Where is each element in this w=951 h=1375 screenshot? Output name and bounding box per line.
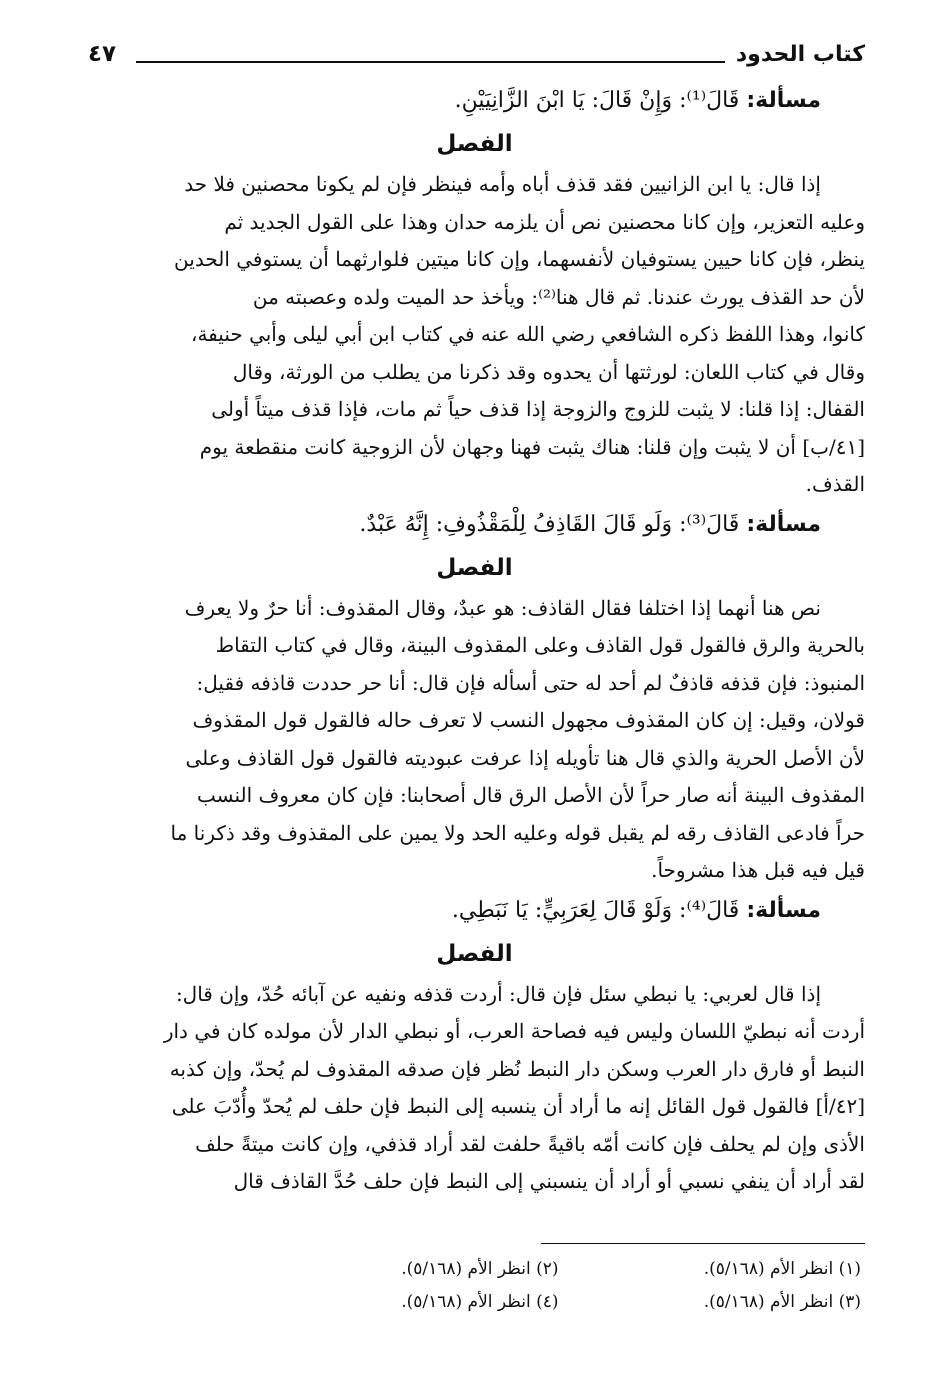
text-line: ينظر، فإن كانا حيين يستوفيان لأنفسهما، وإن كانا ميتين فلوارثهما أن يستوفي الحدين (174, 247, 865, 271)
masala-label: مسألة: (746, 897, 821, 923)
paragraph (84, 976, 865, 1201)
text-line: قولان، وقيل: إن كان المقذوف مجهول النسب لا تعرف حاله فالقول قول المقذوف (192, 708, 865, 732)
paragraph (84, 590, 865, 890)
masala-line (84, 80, 865, 122)
text-line: أردت أنه نبطيّ اللسان وليس فيه فصاحة العرب، أو نبطي الدار لأن مولده كان في دار (163, 1019, 865, 1043)
text-line: إذا قال: يا ابن الزانيين فقد قذف أباه وأمه فينظر فإن لم يكونا محصنين فلا حد (184, 172, 821, 196)
masala-label: مسألة: (746, 88, 821, 113)
masala-label: مسألة: (746, 511, 821, 537)
text-line: وقال في كتاب اللعان: لورثتها أن يحدوه وقد ذكرنا من يطلب من الورثة، وقال (232, 359, 865, 384)
text-line: النبط أو فارق دار العرب وسكن دار النبط نُظر فإن صدقه المقذوف لم يُحدّ، وإن كذبه (169, 1056, 865, 1081)
section-heading: الفصل (436, 940, 513, 967)
masala-line (84, 890, 865, 932)
text-line: القفال: إذا قلنا: لا يثبت للزوج والزوجة إذا قذف حياً ثم مات، فإذا قذف ميتاً أولى (211, 397, 865, 421)
footnote-rule (541, 1243, 865, 1244)
text-line: نص هنا أنهما إذا اختلفا فقال القاذف: هو عبدٌ، وقال المقذوف: أنا حرٌ ولا يعرف (184, 595, 821, 620)
footnote: (٤) انظر الأم (٥/١٦٨). (401, 1292, 559, 1312)
footnote: (٢) انظر الأم (٥/١٦٨). (401, 1259, 559, 1279)
text-line: وعليه التعزير، وإن كانا محصنين نص أن يلزمه حدان وهذا على القول الجديد ثم (224, 209, 865, 234)
masala-text: قَالَ⁽⁴⁾: وَلَوْ قَالَ لِعَرَبِيٍّ: يَا نَبَطِي. (451, 897, 740, 923)
text-line: لأن حد القذف يورث عندنا. ثم قال هنا⁽²⁾: ويأخذ حد الميت ولده وعصبته من (252, 284, 865, 309)
paragraph (84, 166, 865, 504)
running-header-title: كتاب الحدود (735, 42, 865, 67)
text-line: المقذوف البينة أنه صار حراً لأن الأصل الرق قال أصحابنا: فإن كان معروف النسب (196, 783, 865, 807)
text-line: قيل فيه قبل هذا مشروحاً. (651, 858, 865, 882)
text-line: حراً فادعى القاذف رقه لم يقبل قوله وعليه الحد ولا يمين على المقذوف وقد ذكرنا ما (170, 820, 865, 845)
page-number: ٤٧ (88, 41, 117, 67)
main-text (84, 80, 865, 1201)
text-line: بالحرية والرق فالقول قول القاذف وعلى المقذوف البينة، وقال في كتاب التقاط (215, 633, 865, 657)
masala-line (84, 504, 865, 546)
section-heading: الفصل (436, 131, 513, 157)
section-heading: الفصل (436, 554, 513, 581)
footnotes (260, 1253, 865, 1319)
footnote: (١) انظر الأم (٥/١٦٨). (703, 1259, 861, 1279)
footnote-row (260, 1253, 865, 1286)
masala-text: قَالَ⁽³⁾: وَلَو قَالَ القَاذِفُ لِلْمَقْذُوفِ: إِنَّهُ عَبْدٌ. (359, 511, 740, 537)
footnote-row (260, 1286, 865, 1319)
footnote: (٣) انظر الأم (٥/١٦٨). (703, 1292, 861, 1312)
text-line: المنبوذ: فإن قذفه قاذفٌ لم أحد له حتى أسأله فإن قال: أنا حر حددت قاذفه فقيل: (196, 670, 865, 695)
text-line: [٤١/ب] أن لا يثبت وإن قلنا: هناك يثبت فهنا وجهان لأن الزوجية كانت منقطعة يوم (199, 434, 865, 459)
header-rule (136, 61, 725, 63)
text-line: كانوا، وهذا اللفظ ذكره الشافعي رضي الله عنه في كتاب ابن أبي ليلى وأبي حنيفة، (190, 322, 865, 346)
masala-text: قَالَ⁽¹⁾: وَإِنْ قَالَ: يَا ابْنَ الزَّانِيَيْنِ. (454, 88, 740, 113)
text-line: القذف. (805, 472, 865, 496)
text-line: لقد أراد أن ينفي نسبي أو أراد أن ينسبني إلى النبط فإن حلف حُدَّ القاذف قال (233, 1169, 865, 1193)
text-line: لأن الأصل الحرية والذي قال هنا تأويله إذا عرفت عبوديته فالقول قول القاذف وعلى (185, 745, 865, 770)
text-line: [٤٢/أ] فالقول قول القائل إنه ما أراد أن ينسبه إلى النبط فإن حلف لم يُحدّ وأُدّبَ على (171, 1094, 865, 1118)
text-line: إذا قال لعربي: يا نبطي سئل فإن قال: أردت قذفه ونفيه عن آبائه حُدّ، وإن قال: (175, 981, 821, 1006)
text-line: الأذى وإن لم يحلف فإن كانت أمّه باقيةً حلفت لقد أراد قذفي، وإن كانت ميتةً حلف (195, 1131, 865, 1156)
